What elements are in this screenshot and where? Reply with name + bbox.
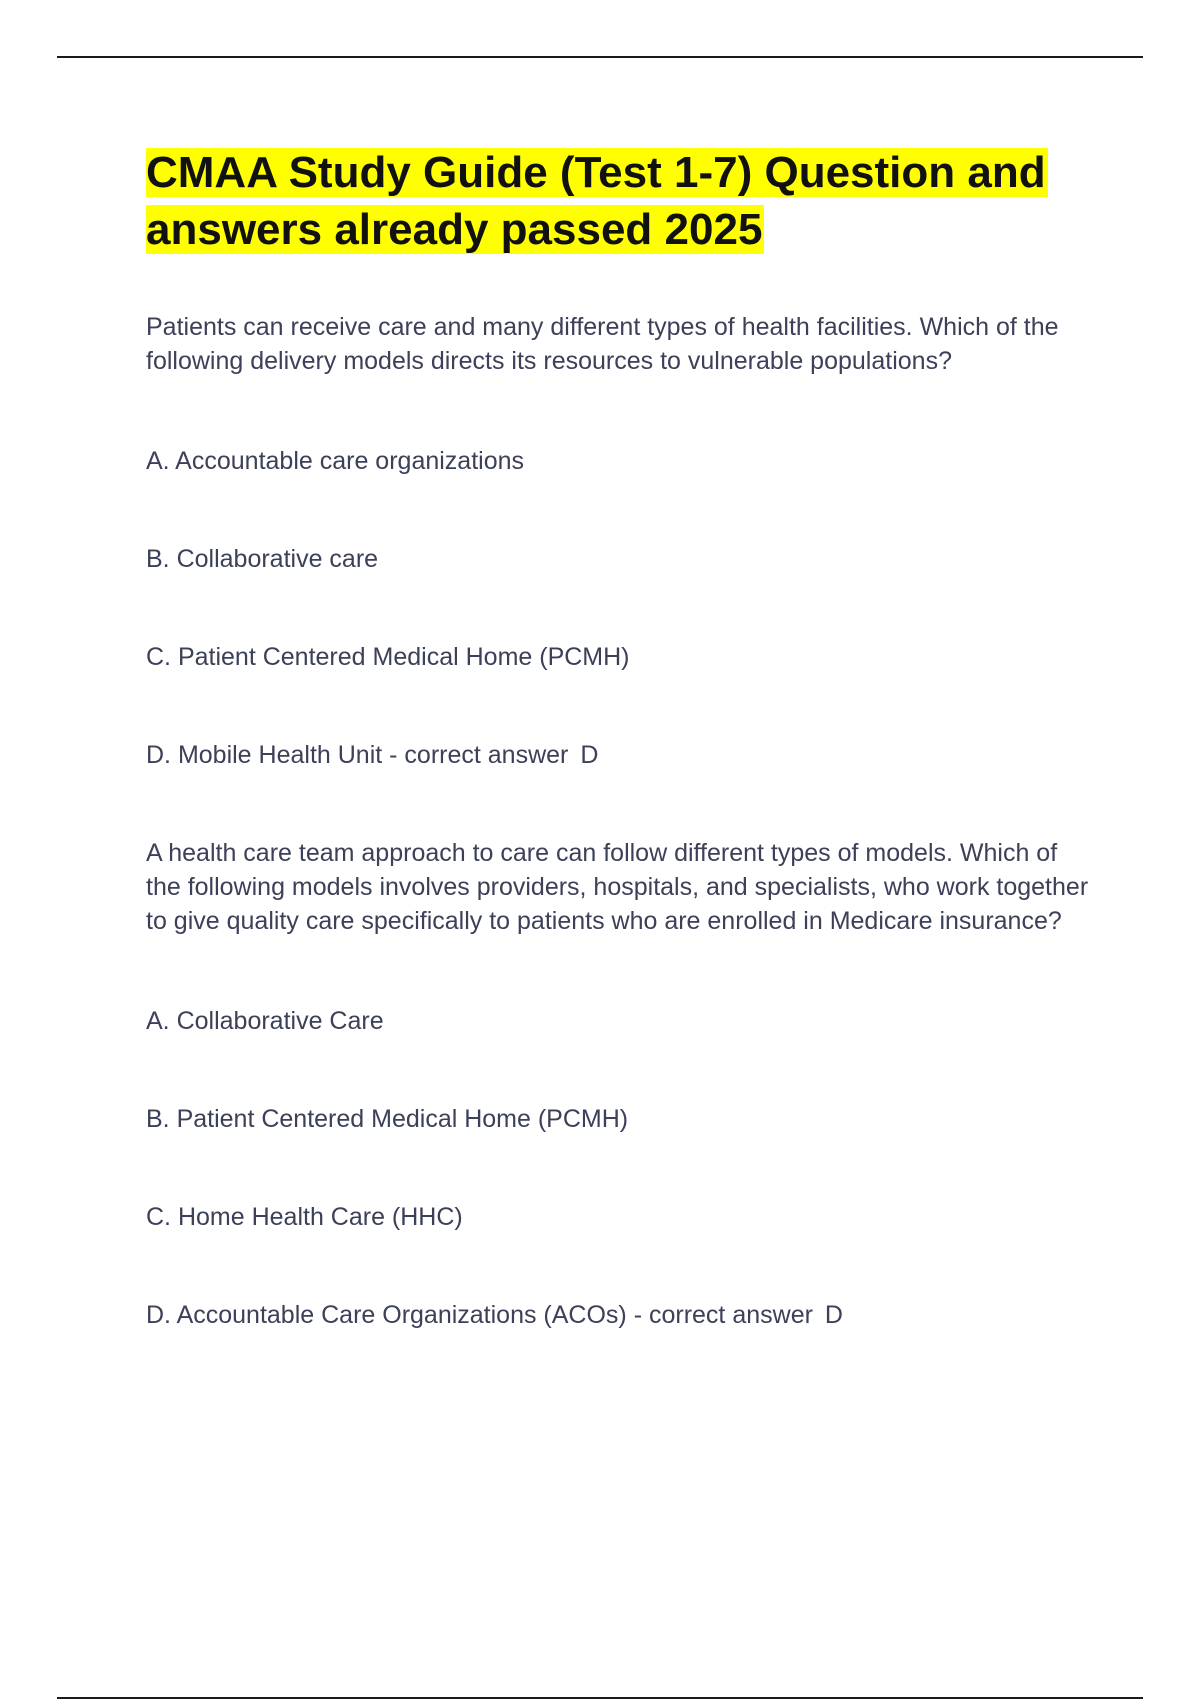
question-2-text: A health care team approach to care can follow different types of models. Which of the following models involves providers, hospitals, and specialists, who work together to give quality care specifically to patients who are enrolled in Medicare insurance?	[146, 839, 1089, 935]
question-2-option-b: B. Patient Centered Medical Home (PCMH)	[146, 1105, 629, 1133]
bottom-divider	[57, 1697, 1143, 1699]
document-title-highlight: CMAA Study Guide (Test 1-7) Question and answers already passed 2025	[146, 148, 1046, 254]
question-1-option-c: C. Patient Centered Medical Home (PCMH)	[146, 643, 630, 671]
question-1-option-b: B. Collaborative care	[146, 545, 379, 573]
question-1-answer: D	[580, 741, 599, 769]
question-1-option-d-label: D. Mobile Health Unit - correct answer	[146, 741, 569, 769]
question-1-option-a: A. Accountable care organizations	[146, 447, 525, 475]
question-2-option-d	[146, 1298, 1096, 1332]
top-divider	[57, 56, 1143, 58]
question-1-option-d	[146, 738, 1096, 772]
document-content	[146, 144, 1096, 1332]
question-2-option-c: C. Home Health Care (HHC)	[146, 1203, 463, 1231]
question-1-text: Patients can receive care and many different types of health facilities. Which of the following delivery models directs its resources to vulnerable populations?	[146, 313, 1059, 375]
document-title	[146, 144, 1096, 258]
question-2-option-d-label: D. Accountable Care Organizations (ACOs) - correct answer	[146, 1301, 813, 1329]
question-2-option-a: A. Collaborative Care	[146, 1007, 384, 1035]
question-2-answer: D	[824, 1301, 843, 1329]
